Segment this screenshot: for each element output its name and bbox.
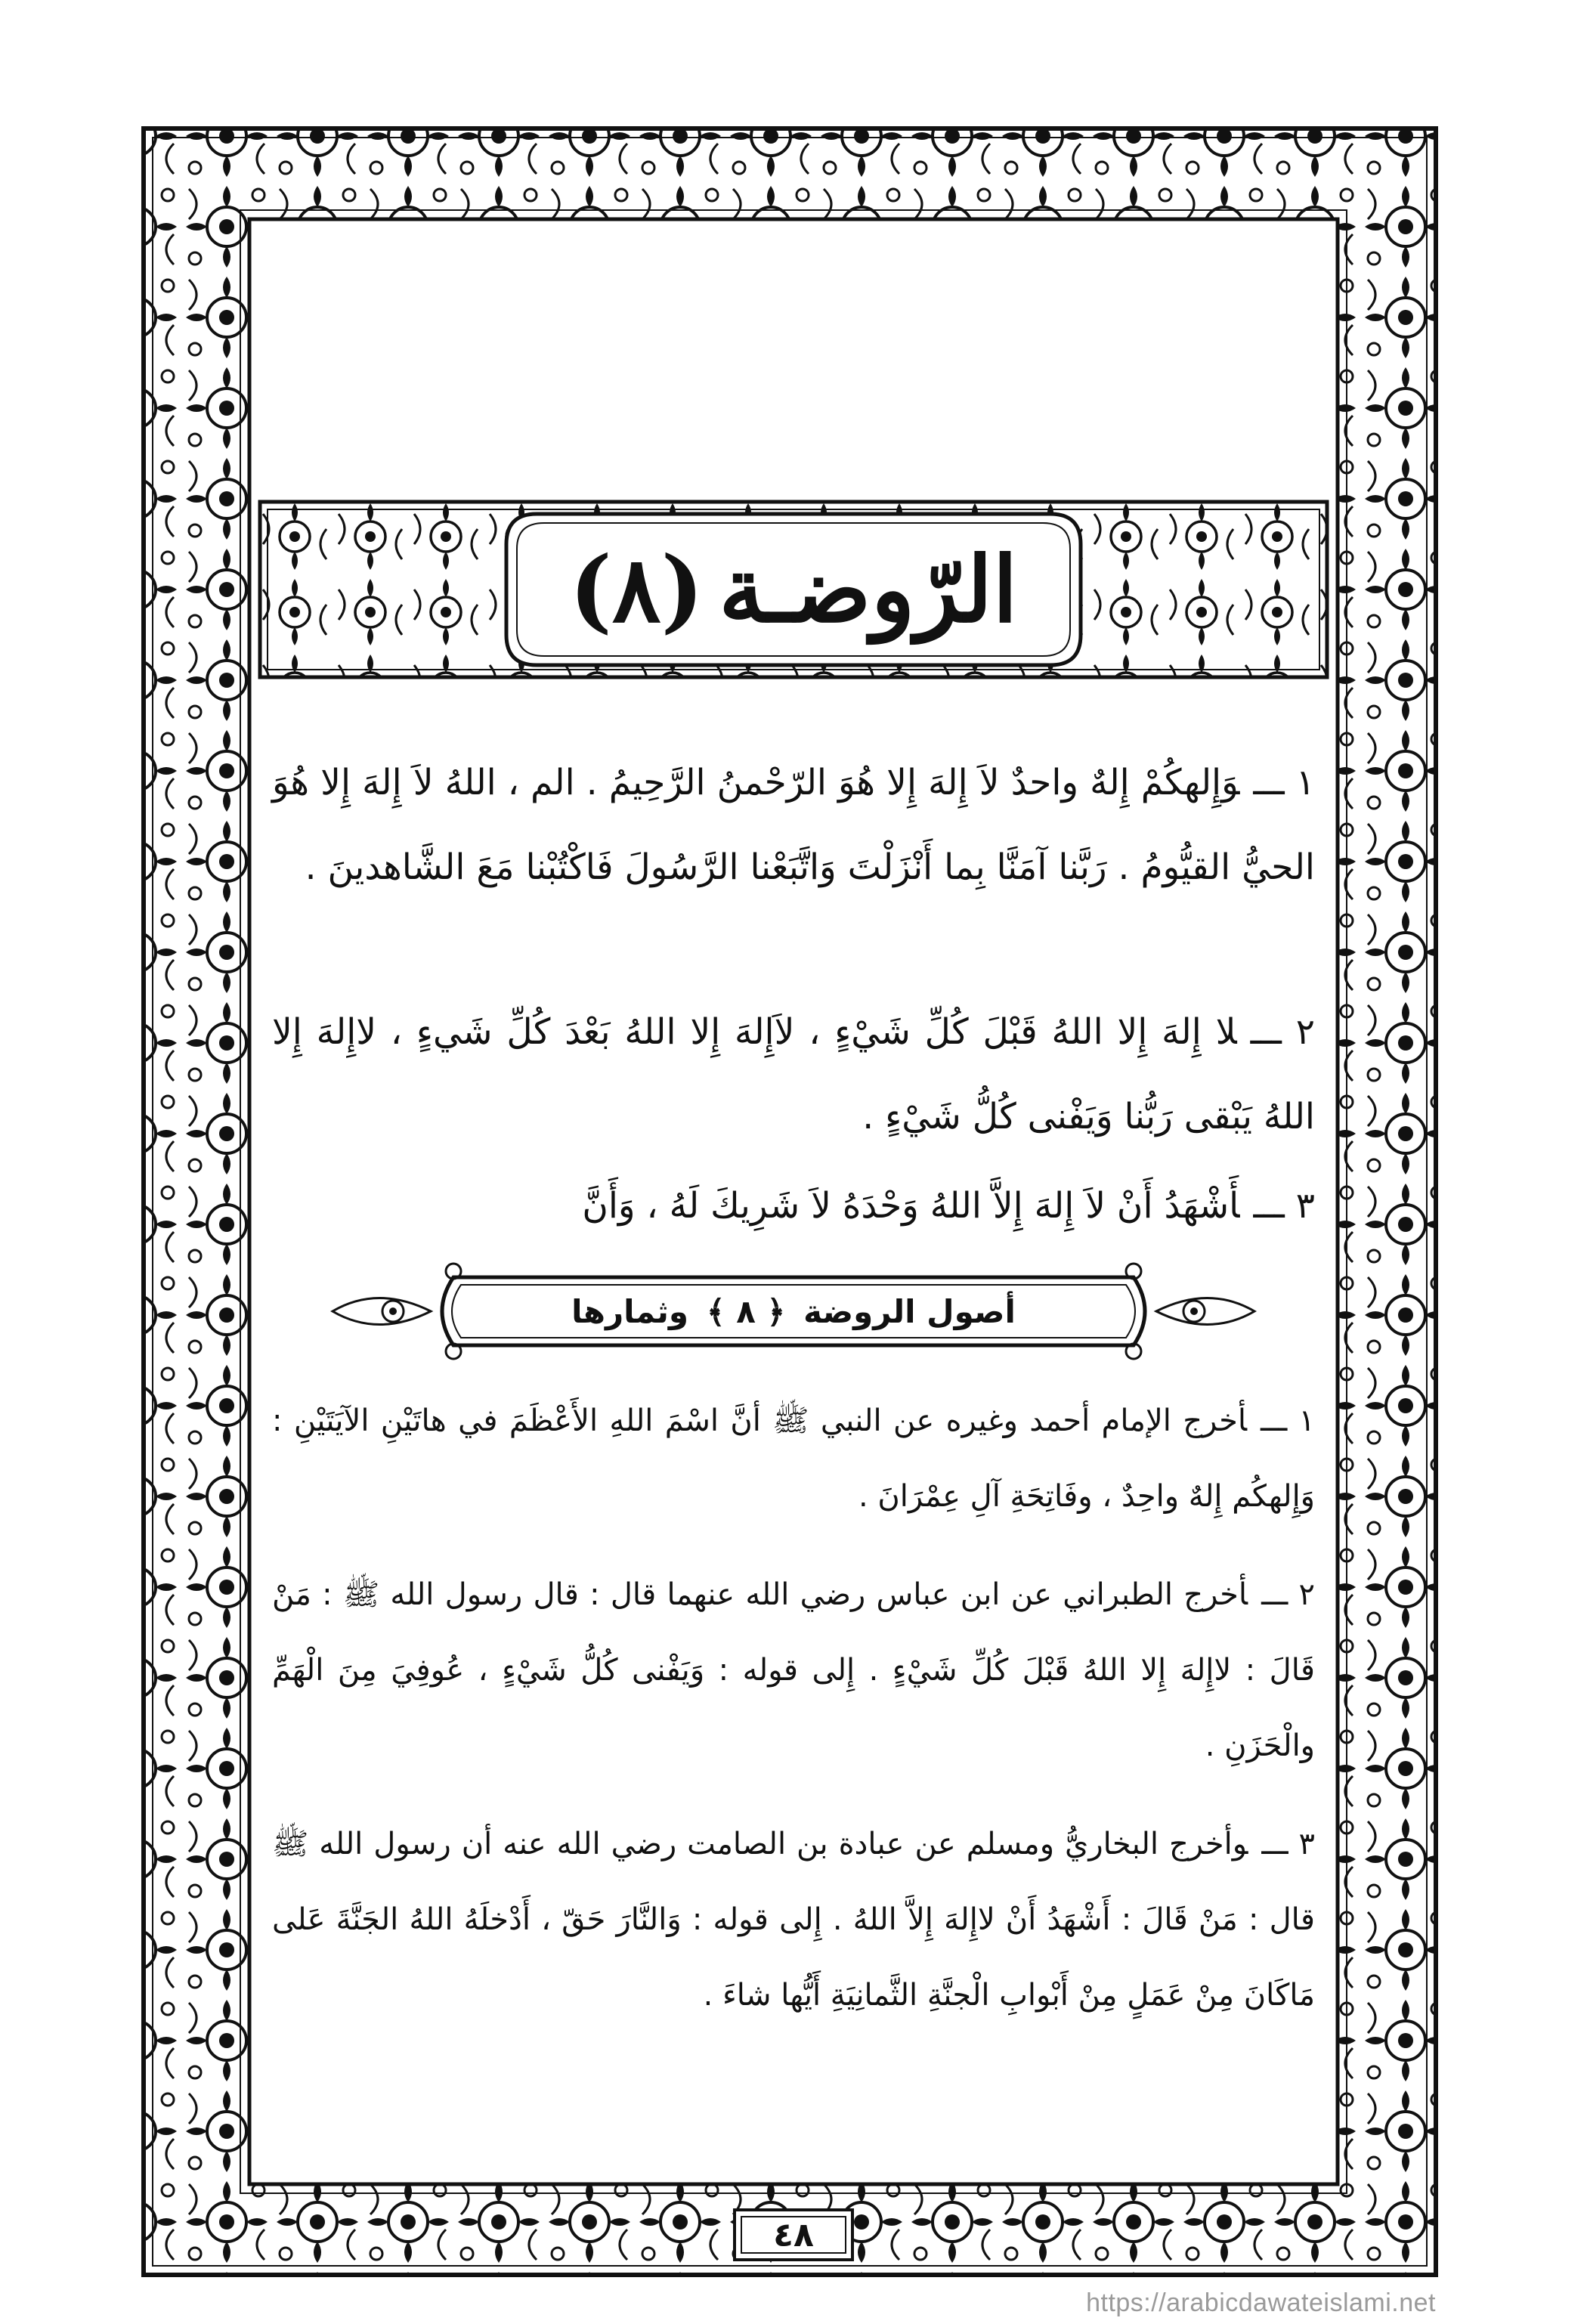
paragraph-number: ٢ ـــ	[1261, 1577, 1315, 1612]
page-title	[257, 499, 1330, 680]
paragraph-number: ٣ ـــ	[1261, 1827, 1316, 1861]
title-word: الرّوضـة	[719, 536, 1018, 643]
dhikr-paragraph-1	[272, 741, 1315, 910]
paragraph-text: أخرج الإمام أحمد وغيره عن النبي ﷺ أنَّ اسْمَ اللهِ الأَعْظَمَ في هاتَيْنِ الآيَتَيْنِ : وَإِلهكُم إِلهٌ واحِدٌ ، وفَاتِحَةِ آلِ عِمْرَانَ .	[272, 1403, 1315, 1514]
paragraph-number: ٣ ـــ	[1253, 1185, 1315, 1227]
page-content	[257, 227, 1330, 2222]
paragraph-number: ١ ـــ	[1261, 1403, 1315, 1438]
subheading-text	[317, 1255, 1270, 1368]
page-number: ٤٨	[733, 2208, 854, 2261]
paragraph-text: أَشْهَدُ أَنْ لاَ إِلهَ إِلاَّ اللهُ وَحْدَهُ لاَ شَرِيكَ لَهُ ، وَأَنَّ	[582, 1185, 1240, 1227]
paragraph-text: وأخرج البخاريُّ ومسلم عن عبادة بن الصامت رضي الله عنه أن رسول الله ﷺ قال : مَنْ قَالَ : أَشْهَدُ أَنْ لاإِلهَ إِلاَّ اللهُ . إِلى قوله : وَالنَّارَ حَقّ ، أَدْخلَهُ اللهُ الجَنَّةَ عَلى مَاكَانَ مِنْ عَمَلٍ مِنْ أَبْوابِ الْجنَّةِ الثَّمانِيَةِ أَيُّها شاءَ .	[272, 1827, 1315, 2013]
subheading-number: ﴿ ٨ ﴾	[706, 1292, 786, 1330]
dhikr-paragraph-2	[272, 990, 1315, 1159]
subheading-right: وثمارها	[571, 1292, 688, 1330]
dhikr-paragraph-3	[272, 1164, 1315, 1249]
paragraph-text: أخرج الطبراني عن ابن عباس رضي الله عنهما قال : قال رسول الله ﷺ : مَنْ قَالَ : لاإِلهَ إِلا اللهُ قَبْلَ كُلِّ شَيْءٍ . إِلى قوله : وَيَفْنى كُلُّ شَيْءٍ ، عُوفِيَ مِنَ الْهَمِّ والْحَزَنِ .	[272, 1577, 1315, 1763]
title-banner	[257, 499, 1330, 680]
hadith-paragraph-2	[272, 1557, 1315, 1784]
hadith-paragraph-3	[272, 1806, 1315, 2033]
watermark-url: https://arabicdawateislami.net	[1086, 2288, 1436, 2317]
title-number: (٨)	[569, 536, 704, 643]
paragraph-number: ٢ ـــ	[1250, 1011, 1316, 1053]
paragraph-text: وَإِلهكُمْ إِلهٌ واحدٌ لاَ إِلهَ إِلا هُوَ الرّحْمنُ الرَّحِيمُ . الم ، اللهُ لاَ إِلهَ إِلا هُوَ الحيُّ القيُّومُ . رَبَّنا آمَنَّا بِما أَنْزَلْتَ وَاتَّبَعْنا الرَّسُولَ فَاكْتُبْنا مَعَ الشَّاهدينَ .	[272, 762, 1315, 888]
hadith-paragraph-1	[272, 1383, 1315, 1534]
paragraph-number: ١ ـــ	[1253, 762, 1316, 803]
paragraph-text: لا إِلهَ إِلا اللهُ قَبْلَ كُلِّ شَيْءٍ ، لاَإِلهَ إِلا اللهُ بَعْدَ كُلِّ شَيءٍ ، لاإِلهَ إِلا اللهُ يَبْقى رَبُّنا وَيَفْنى كُلُّ شَيْءٍ .	[272, 1011, 1315, 1137]
subheading-left: أصول الروضة	[803, 1292, 1016, 1330]
subheading-banner	[317, 1255, 1270, 1368]
